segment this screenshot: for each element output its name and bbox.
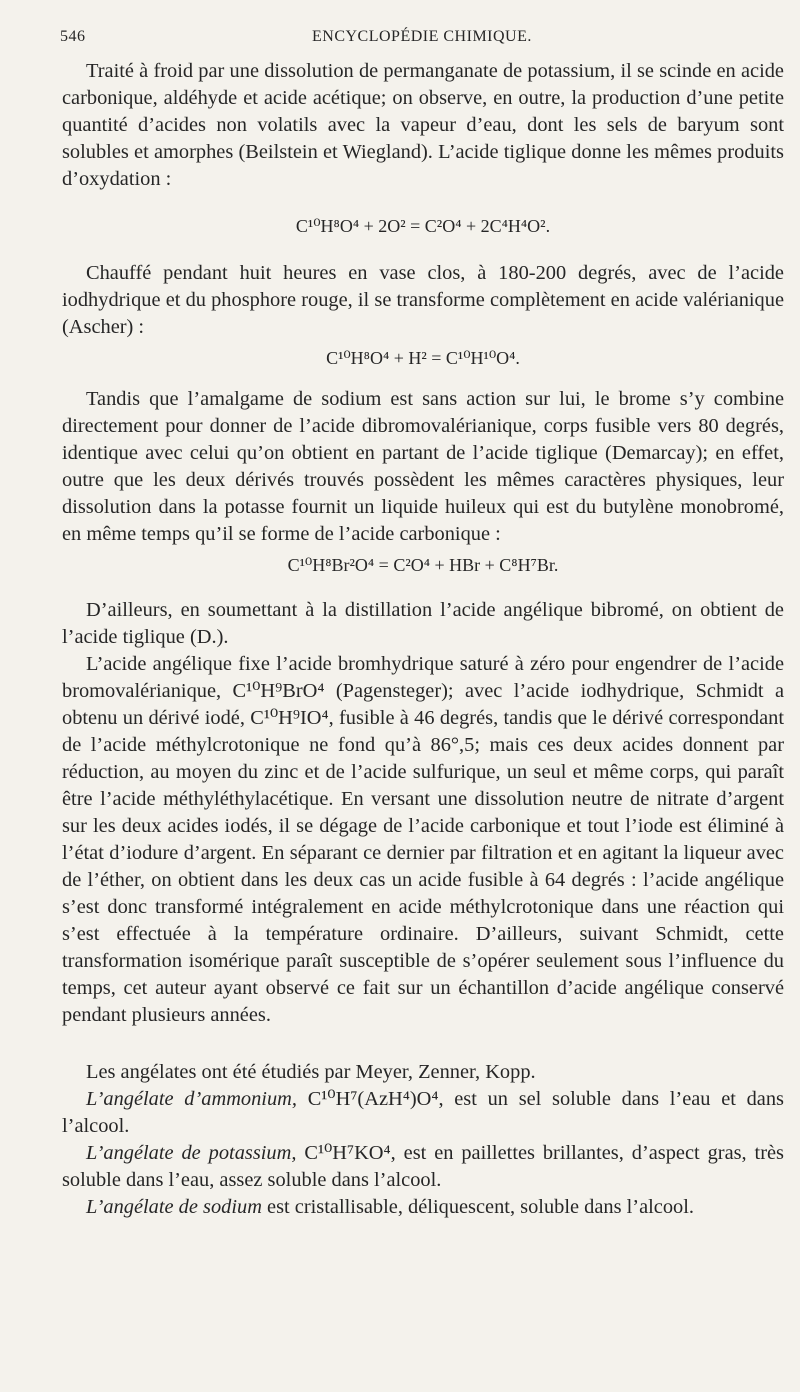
paragraph-sodium-angelate <box>62 1194 784 1221</box>
paragraph-hydrobromic <box>62 651 784 1029</box>
text-segment: , est un sel soluble dans l’eau et dans l’alcool. <box>62 1088 784 1137</box>
paragraph-reduction: Chauffé pendant huit heures en vase clos, à 180-200 degrés, avec de l’acide iodhydrique et du phosphore rouge, il se transforme complètement en acide valérianique (Ascher) : <box>62 262 784 338</box>
text-segment: L’acide angélique fixe l’acide bromhydrique saturé à zéro pour engendrer de l’acide bromovalérianique, <box>62 653 784 702</box>
text-segment: , fusible à 46 degrés, tandis que le dérivé correspondant de l’acide méthylcrotonique ne fond qu’à 86°,5; mais ces deux acides donnent par réduction, au moyen du zinc et de l’acide sulfurique, un seul et même corps, qui paraît être l’acide méthyléthylacétique. En versant une dissolution neutre de nitrate d’argent sur les deux acides iodés, il se dégage de l’acide carbonique et tout l’iode est éliminé à l’état d’iodure d’argent. En séparant ce dernier par filtration et en agitant la liqueur avec de l’éther, on obtient dans les deux cas un acide fusible à 64 degrés : l’acide angélique s’est donc transformé intégralement en acide méthylcrotonique dans une réaction qui s’est effectuée à la température ordinaire. D’ailleurs, suivant Schmidt, cette transformation isomérique paraît susceptible de s’opérer seulement sous l’influence du temps, cet auteur ayant observé ce fait sur un échantillon d’acide angélique conservé pendant plusieurs années. <box>62 707 784 1026</box>
text-segment: est cristallisable, déliquescent, soluble dans l’alcool. <box>261 1196 694 1218</box>
paragraph-oxidation: Traité à froid par une dissolution de permanganate de potassium, il se scinde en acide carbonique, aldéhyde et acide acétique; on observe, en outre, la production d’une petite quantité d’acides non volatils avec la vapeur d’eau, dont les sels de baryum sont solubles et amorphes (Beilstein et Wiegland). L’acide tiglique donne les mêmes produits d’oxydation : <box>62 60 784 190</box>
inline-formula: C¹⁰H⁷(AzH⁴)O⁴ <box>307 1088 439 1110</box>
paragraph-bromination: Tandis que l’amalgame de sodium est sans action sur lui, le brome s’y combine directement pour donner de l’acide dibromovalérianique, corps fusible vers 80 degrés, identique avec celui qu’on obtient en partant de l’acide tiglique (Demarcay); en effet, outre que les deux dérivés trouvés possèdent les mêmes caractères physiques, leur dissolution dans la potasse fournit un liquide huileux qui est du butylène monobromé, en même temps qu’il se forme de l’acide carbonique : <box>62 388 784 545</box>
formula-oxidation: C¹⁰H⁸O⁴ + 2O² = C²O⁴ + 2C⁴H⁴O². <box>295 216 551 236</box>
compound-name: L’angélate d’ammonium, <box>86 1088 297 1110</box>
compound-name: L’angélate de potassium, <box>86 1142 297 1164</box>
compound-name: L’angélate de sodium <box>86 1196 262 1218</box>
text-segment: , est en paillettes brillantes, d’aspect gras, très soluble dans l’eau, assez soluble dans l’alcool. <box>62 1142 784 1191</box>
text-segment: (Pagensteger); avec l’acide iodhydrique, Schmidt a obtenu un dérivé iodé, <box>62 680 785 729</box>
inline-formula: C¹⁰H⁹IO⁴ <box>250 707 329 729</box>
page-number: 546 <box>60 28 86 45</box>
formula-bromination: C¹⁰H⁸Br²O⁴ = C²O⁴ + HBr + C⁸H⁷Br. <box>287 555 559 575</box>
running-title: ENCYCLOPÉDIE CHIMIQUE. <box>312 28 532 45</box>
paragraph-angelates-intro: Les angélates ont été étudiés par Meyer, Zenner, Kopp. <box>86 1061 536 1083</box>
inline-formula: C¹⁰H⁷KO⁴ <box>304 1142 391 1164</box>
paragraph-ammonium-angelate <box>62 1086 784 1140</box>
formula-reduction: C¹⁰H⁸O⁴ + H² = C¹⁰H¹⁰O⁴. <box>326 348 520 368</box>
paragraph-potassium-angelate <box>62 1140 784 1194</box>
inline-formula: C¹⁰H⁹BrO⁴ <box>232 680 325 702</box>
paragraph-distillation: D’ailleurs, en soumettant à la distillation l’acide angélique bibromé, on obtient de l’acide tiglique (D.). <box>62 599 784 648</box>
page-body <box>62 58 784 1221</box>
